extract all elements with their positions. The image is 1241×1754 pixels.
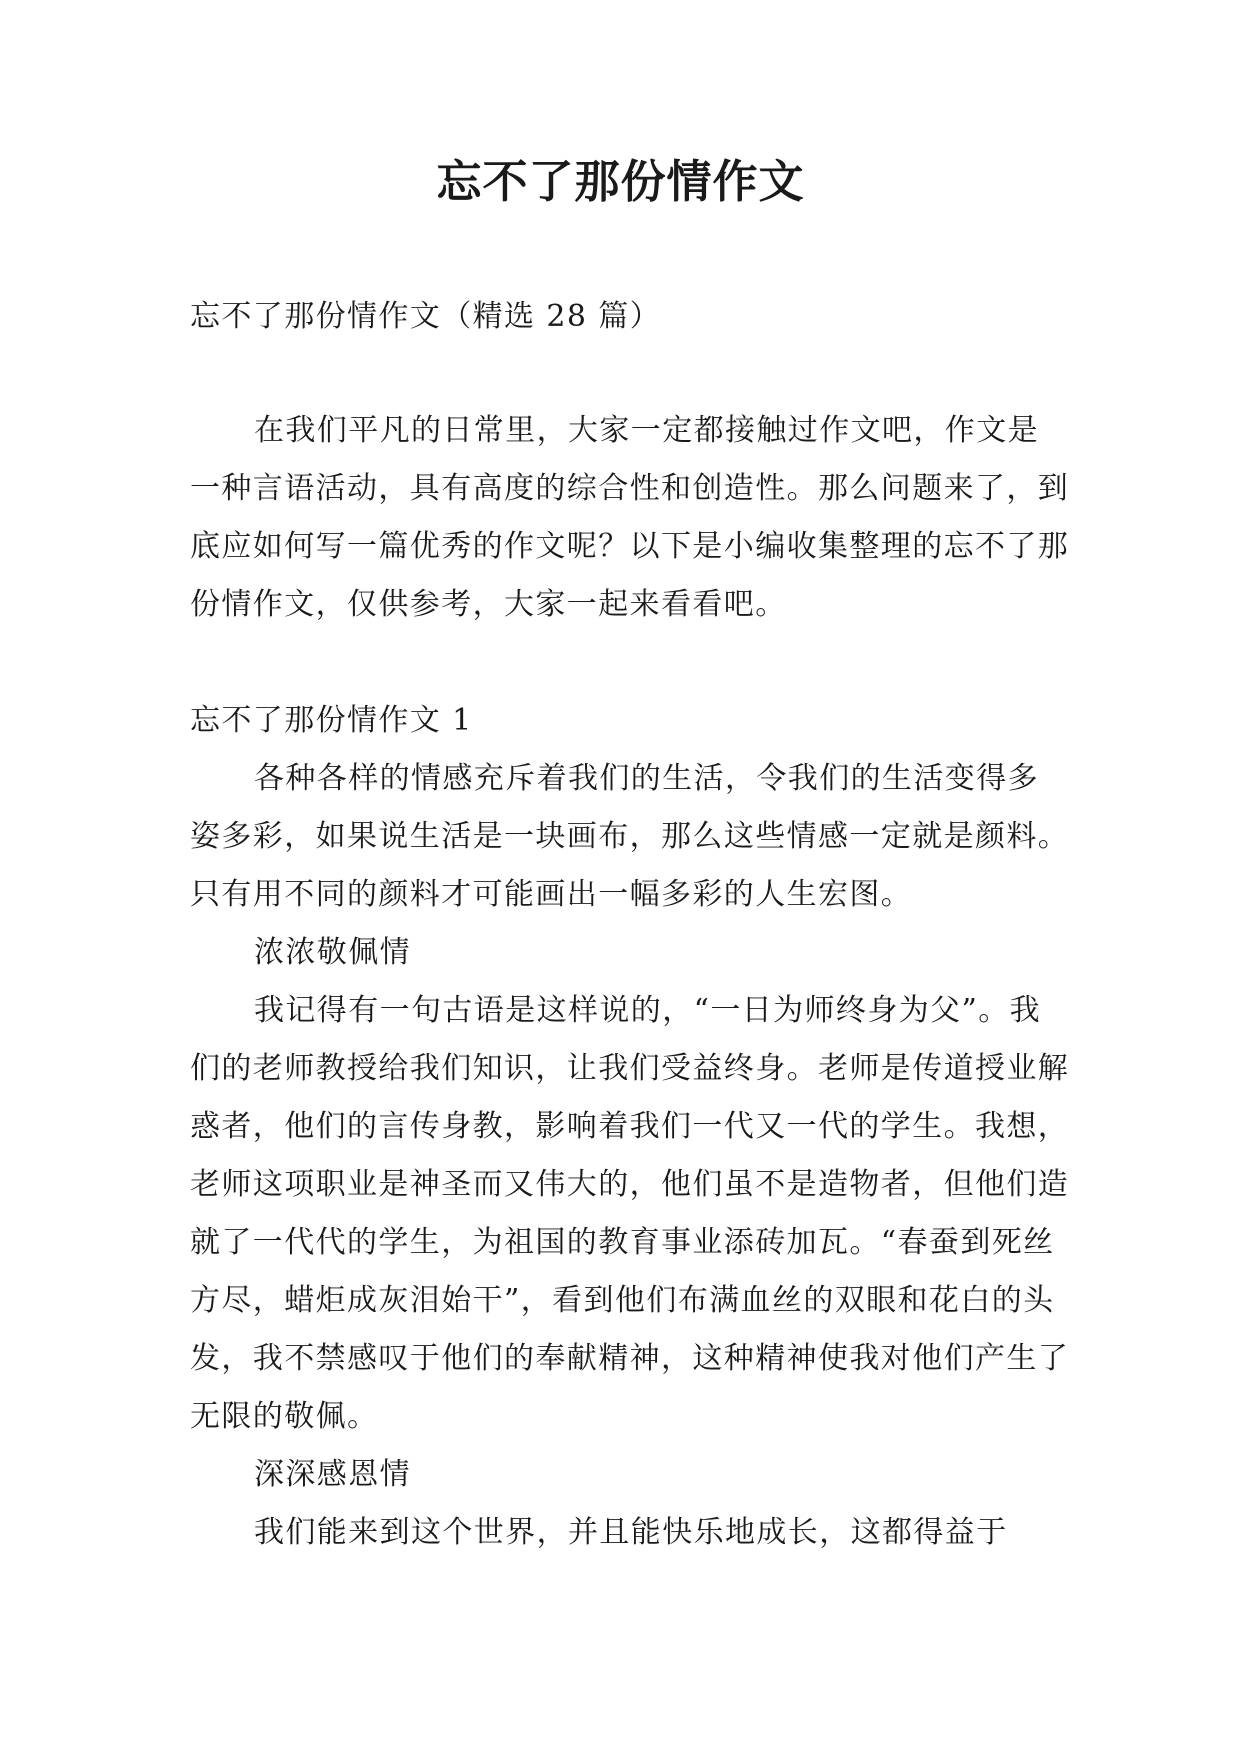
essay-paragraph: 各种各样的情感充斥着我们的生活，令我们的生活变得多姿多彩，如果说生活是一块画布，那么这些情感一定就是颜料。只有用不同的颜料才可能画出一幅多彩的人生宏图。 xyxy=(190,761,1070,912)
essay-paragraph: 我记得有一句古语是这样说的，“一日为师终身为父”。我们的老师教授给我们知识，让我们受益终身。老师是传道授业解惑者，他们的言传身教，影响着我们一代又一代的学生。我想，老师这项职业是神圣而又伟大的，他们虽不是造物者，但他们造就了一代代的学生，为祖国的教育事业添砖加瓦。“春蚕到死丝方尽，蜡炬成灰泪始干”，看到他们布满血丝的双眼和花白的头发，我不禁感叹于他们的奉献精神，这种精神使我对他们产生了无限的敬佩。 xyxy=(190,993,1070,1434)
essay-paragraph: 我们能来到这个世界，并且能快乐地成长，这都得益于 xyxy=(254,1515,1008,1550)
intro-paragraph: 在我们平凡的日常里，大家一定都接触过作文吧，作文是一种言语活动，具有高度的综合性和创造性。那么问题来了，到底应如何写一篇优秀的作文呢？以下是小编收集整理的忘不了那份情作文，仅供参考，大家一起来看看吧。 xyxy=(190,413,1070,622)
document-body xyxy=(190,288,1070,1562)
section-subheading: 深深感恩情 xyxy=(254,1457,411,1492)
document-subtitle: 忘不了那份情作文（精选 28 篇） xyxy=(190,299,662,334)
document-title: 忘不了那份情作文 xyxy=(436,155,805,208)
section-subheading: 浓浓敬佩情 xyxy=(254,935,411,970)
essay-heading: 忘不了那份情作文 1 xyxy=(190,703,473,738)
